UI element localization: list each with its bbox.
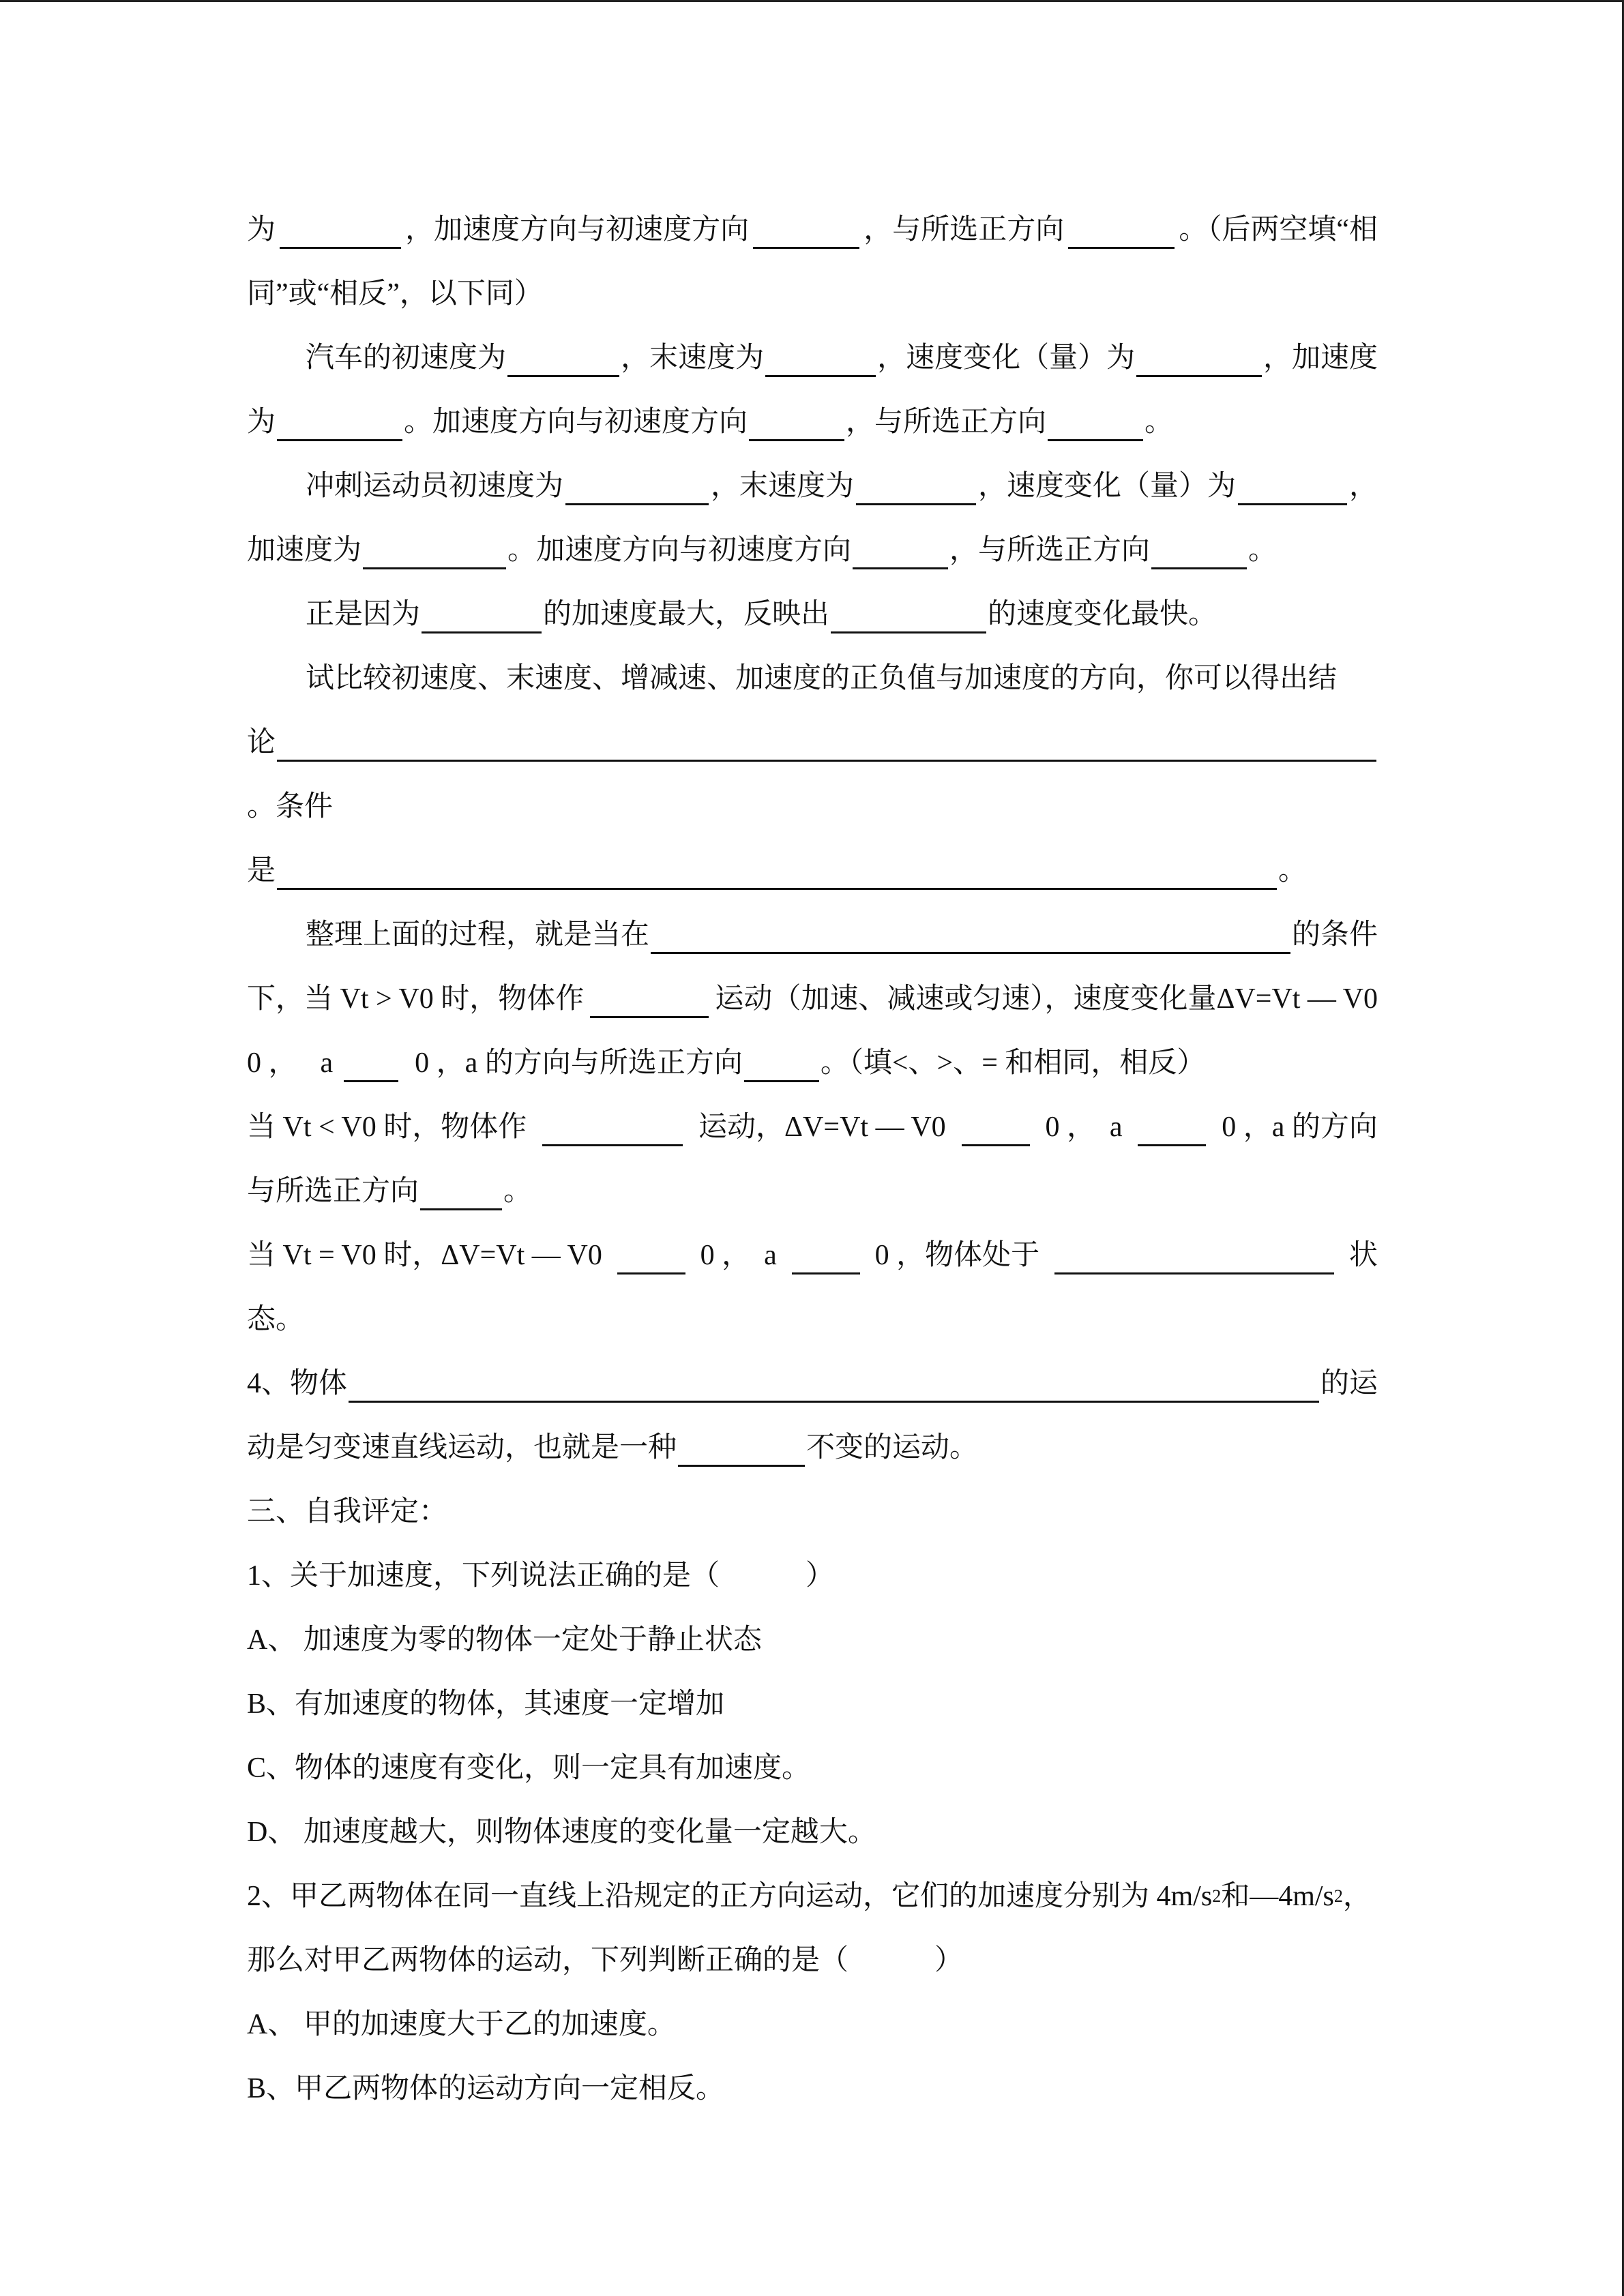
text-segment: 与所选正方向 [247,1176,419,1207]
question-2: 2、甲乙两物体在同一直线上沿规定的正方向运动，它们的加速度分别为 4m/s 2 和—4m/s 2 ， [247,1864,1378,1928]
text-segment: ，与所选正方向 [846,406,1047,438]
text-segment: 论 [247,727,276,758]
fill-blank[interactable] [1068,220,1175,249]
document-body [247,198,1378,2121]
fill-blank[interactable] [831,604,986,633]
text-segment: 0 ，a 的方向与所选正方向 [415,1047,743,1079]
text-segment: ，末速度为 [710,471,854,502]
text-segment: 下，当 Vt > V0 时，物体作 [247,983,585,1015]
fill-blank[interactable] [678,1437,805,1467]
text-segment: 状 [1348,1240,1378,1271]
fill-blank[interactable] [542,1117,683,1146]
fill-blank[interactable] [422,604,542,633]
text-line [247,1159,1378,1223]
fill-blank[interactable] [617,1245,685,1274]
text-line [247,1223,1378,1287]
text-segment: ，速度变化（量）为 [977,471,1236,502]
text-line [247,1352,1378,1416]
text-segment: 的速度变化最快。 [988,599,1217,630]
text-segment: 0 ，a 的方向 [1222,1112,1378,1143]
fill-blank[interactable] [1136,348,1262,377]
fill-blank[interactable] [280,220,401,249]
text-segment: 加速度为 [247,535,362,566]
text-segment: ， [1348,471,1378,502]
section-title: 三、自我评定： [247,1496,448,1527]
text-segment: 试比较初速度、末速度、增减速、加速度的正负值与加速度的方向，你可以得出结 [306,663,1338,694]
text-segment: 。 [503,1176,533,1207]
text-line [247,1287,1378,1352]
text-segment: 整理上面的过程，就是当在 [306,919,650,951]
option-text: C、物体的速度有变化，则一定具有加速度。 [247,1753,811,1784]
text-segment: 。 [1278,855,1308,886]
page-top-border [0,0,1624,2]
text-segment: 当 Vt = V0 时，ΔV=Vt — V0 [247,1240,602,1271]
fill-blank[interactable] [1048,412,1143,441]
text-segment: 正是因为 [306,599,421,630]
text-line [247,518,1378,582]
option-text: A、 甲的加速度大于乙的加速度。 [247,2009,676,2040]
text-line [247,711,1378,775]
fill-blank[interactable] [792,1245,860,1274]
question-2-cont [247,1928,1378,1993]
condition-blank[interactable] [277,861,1277,890]
text-segment: 是 [247,855,276,886]
fill-blank[interactable] [565,476,709,505]
text-segment: ，与所选正方向 [949,535,1151,566]
option-text: B、甲乙两物体的运动方向一定相反。 [247,2073,725,2104]
text-segment: ，加速度方向与初速度方向 [405,214,750,245]
text-segment: ，末速度为 [621,342,765,374]
text-segment: 。加速度方向与初速度方向 [507,535,852,566]
text-segment: ，与所选正方向 [863,214,1065,245]
text-line [247,326,1378,390]
question-text: 和—4m/s [1221,1881,1334,1912]
conclusion-blank[interactable] [277,732,1376,762]
text-segment: 0 ，物体处于 [874,1240,1040,1271]
fill-blank[interactable] [344,1053,398,1082]
fill-blank[interactable] [753,220,859,249]
question-1-option-c[interactable] [247,1736,1378,1800]
fill-blank[interactable] [856,476,976,505]
fill-blank[interactable] [363,540,506,569]
text-segment: 的运 [1320,1368,1378,1399]
option-text: D、 加速度越大，则物体速度的变化量一定越大。 [247,1817,876,1848]
text-segment: 。 [1145,406,1174,438]
question-text: ， [1342,1881,1372,1912]
text-segment: 不变的运动。 [806,1432,979,1463]
text-line [247,1095,1378,1159]
text-line [247,903,1378,967]
text-segment: 为 [247,214,276,245]
question-1-option-d[interactable] [247,1800,1378,1864]
text-segment: 。（填<、>、= 和相同，相反） [820,1047,1206,1079]
text-segment: a [1109,1112,1123,1143]
text-line [247,1031,1378,1095]
question-2-option-a[interactable] [247,1993,1378,2057]
text-segment: 。 [1248,535,1278,566]
text-segment: 为 [247,406,276,438]
text-segment: 态。 [247,1304,305,1335]
question-text: 那么对甲乙两物体的运动，下列判断正确的是（ ） [247,1945,964,1976]
text-segment: 0 ， [1045,1112,1095,1143]
text-segment: ，加速度 [1263,342,1378,374]
text-segment: a [320,1047,334,1079]
question-text: 2、甲乙两物体在同一直线上沿规定的正方向运动，它们的加速度分别为 4m/s [247,1881,1213,1912]
text-segment: 当 Vt < V0 时，物体作 [247,1112,527,1143]
text-line [247,839,1378,903]
fill-blank[interactable] [765,348,876,377]
fill-blank[interactable] [1054,1245,1334,1274]
text-segment: 0 ， [247,1047,297,1079]
question-1-option-b[interactable] [247,1672,1378,1736]
text-line [247,582,1378,646]
text-segment: 同”或“相反”，以下同） [247,278,543,310]
question-1 [247,1544,1378,1608]
text-segment: 的条件 [1291,919,1378,951]
fill-blank[interactable] [853,540,948,569]
text-line [247,967,1378,1031]
fill-blank[interactable] [349,1373,1319,1403]
fill-blank[interactable] [1238,476,1347,505]
text-line [247,646,1378,711]
text-segment: 。（后两空填“相 [1179,214,1378,245]
fill-blank[interactable] [1151,540,1247,569]
text-segment: 运动，ΔV=Vt — V0 [698,1112,946,1143]
text-segment: 0 ， [700,1240,751,1271]
text-segment: ，速度变化（量）为 [877,342,1136,374]
option-text: A、 加速度为零的物体一定处于静止状态 [247,1624,762,1656]
fill-blank[interactable] [420,1181,502,1210]
text-segment: 动是匀变速直线运动，也就是一种 [247,1432,677,1463]
text-segment: 。条件 [247,791,334,822]
question-1-option-a[interactable] [247,1608,1378,1672]
text-segment: 运动（加速、减速或匀速），速度变化量ΔV=Vt — V0 [715,983,1378,1015]
text-segment: 汽车的初速度为 [306,342,507,374]
fill-blank[interactable] [277,412,402,441]
text-segment: 4、物体 [247,1368,348,1399]
text-line [247,775,1378,839]
fill-blank[interactable] [651,925,1290,954]
text-line [247,198,1378,262]
fill-blank[interactable] [749,412,844,441]
fill-blank[interactable] [1138,1117,1206,1146]
question-text: 1、关于加速度，下列说法正确的是（ ） [247,1560,835,1592]
text-line [247,454,1378,518]
text-segment: 。加速度方向与初速度方向 [404,406,748,438]
fill-blank[interactable] [590,989,709,1018]
text-segment: a [764,1240,777,1271]
text-line [247,262,1378,326]
option-text: B、有加速度的物体，其速度一定增加 [247,1688,725,1720]
section-heading [247,1480,1378,1544]
fill-blank[interactable] [744,1053,819,1082]
text-line [247,1416,1378,1480]
text-line [247,390,1378,454]
fill-blank[interactable] [962,1117,1030,1146]
question-2-option-b[interactable] [247,2057,1378,2121]
text-segment: 的加速度最大，反映出 [543,599,830,630]
fill-blank[interactable] [507,348,619,377]
text-segment: 冲刺运动员初速度为 [306,471,564,502]
